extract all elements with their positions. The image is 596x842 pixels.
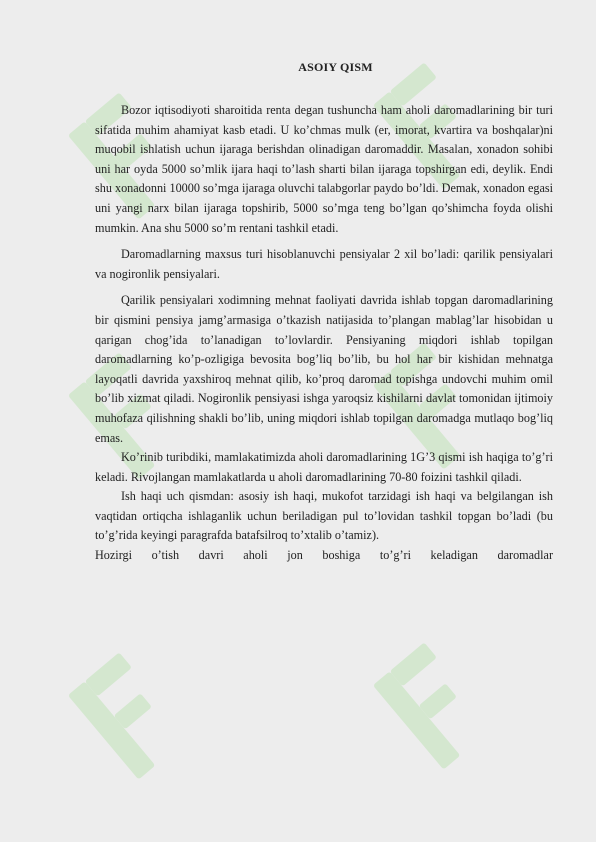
paragraph-transition: Hozirgi o’tish davri aholi jon boshiga to’g’ri keladigan daromadlar	[95, 548, 553, 563]
section-heading: ASOIY QISM	[298, 60, 373, 74]
paragraph-wage-parts: Ish haqi uch qismdan: asosiy ish haqi, mukofot tarzidagi ish haqi va belgilangan ish vaqtidan ortiqcha ishlaganlik uchun beriladigan pul to’lovidan tashkil topgan bo’ladi (bu to’g’rida keyingi paragrafda batafsilroq to’xtalib o’tamiz).	[95, 489, 553, 543]
watermark-logo	[365, 630, 505, 780]
paragraph-income-share: Ko’rinib turibdiki, mamlakatimizda aholi daromadlarining 1G’3 qismi ish haqiga to’g’ri keladi. Rivojlangan mamlakatlarda u aholi daromadlarining 70-80 foizini tashkil qiladi.	[95, 450, 553, 484]
body-text	[95, 101, 553, 566]
paragraph-pensions: Daromadlarning maxsus turi hisoblanuvchi pensiyalar 2 xil bo’ladi: qarilik pensiyalari va nogironlik pensiyalari.	[95, 247, 553, 281]
paragraph-old-age-pensions: Qarilik pensiyalari xodimning mehnat faoliyati davrida ishlab topgan daromadlarining bir qismini pensiya jamg’armasiga o’tkazish natijasida to’plangan mablag’lar hisobidan u qarigan chog’ida to’lanadigan to’lovlardir. Pensiyaning miqdori ishlab topilgan daromadlarning ko’p-ozligiga bevosita bog’liq bo’lib, bu hol har bir kishidan mehnatga layoqatli davrida yaxshiroq mehnat qilib, ko’proq daromad topishga undovchi muhim omil bo’lib xizmat qiladi. Nogironlik pensiyasi ishga yaroqsiz kishilarni davlat tomonidan ijtimoiy muhofaza qilishning shakli bo’lib, uning miqdori ishlab topilgan daromadga mutlaqo bog’liq emas.	[95, 293, 553, 445]
watermark-logo	[60, 640, 200, 790]
paragraph-renta: Bozor iqtisodiyoti sharoitida renta degan tushuncha ham aholi daromadlarining bir turi sifatida muhim ahamiyat kasb etadi. U ko’chmas mulk (er, imorat, kvartira va boshqalar)ni muqobil ishlatish uchun ijaraga berishdan olinadigan daromaddir. Masalan, xonadon sohibi uni har oyda 5000 so’mlik ijara haqi to’lash sharti bilan ijaraga topshirgan edi, deylik. Endi shu xonadonni 10000 so’mga ijaraga oluvchi talabgorlar paydo bo’ldi. Demak, xonadon egasi uni yangi narx bilan ijaraga topshirib, 5000 so’mga teng bo’lgan qo’shimcha foyda olishi mumkin. Ana shu 5000 so’m rentani tashkil etadi.	[95, 103, 553, 235]
